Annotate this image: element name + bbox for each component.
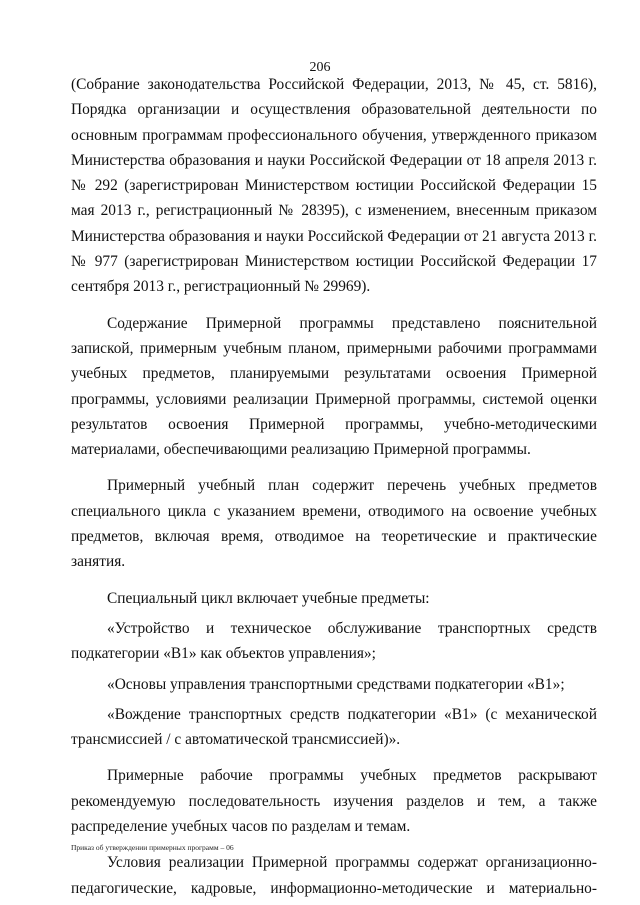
paragraph-program-content: Содержание Примерной программы представлено пояснительной запиской, примерным учебным планом, примерными рабочими программами учебных предметов, планируемыми результатами освоения Примерной программы, условиями реализации Примерной программы, системой оценки результатов освоения Примерной программы, учебно-методическими материалами, обеспечивающими реализацию Примерной программы. — [71, 314, 597, 459]
paragraph-subject-driving: «Вождение транспортных средств подкатегории «B1» (с механической трансмиссией / с автоматической трансмиссией)». — [71, 705, 597, 749]
document-body — [71, 72, 597, 901]
paragraph-work-programs: Примерные рабочие программы учебных предметов раскрывают рекомендуемую последовательность изучения разделов и тем, а также распределение учебных часов по разделам и темам. — [71, 767, 597, 836]
paragraph-subject-control-basics: «Основы управления транспортными средствами подкатегории «B1»; — [107, 675, 565, 693]
page-number: 206 — [309, 60, 331, 75]
paragraph-subject-vehicle-maintenance: «Устройство и техническое обслуживание транспортных средств подкатегории «B1» как объектов управления»; — [71, 619, 597, 663]
paragraph-implementation-conditions: Условия реализации Примерной программы содержат организационно-педагогические, кадровые, информационно-методические и материально- — [71, 854, 597, 897]
paragraph-curriculum: Примерный учебный план содержит перечень учебных предметов специального цикла с указанием времени, отводимого на освоение учебных предметов, включая время, отводимое на теоретические и практические занятия. — [71, 477, 597, 571]
paragraph-legal-references: (Собрание законодательства Российской Федерации, 2013, № 45, ст. 5816), Порядка организации и осуществления образовательной деятельности по основным программам профессионального обучения, утвержденного приказом Министерства образования и науки Российской Федерации от 18 апреля 2013 г. № 292 (зарегистрирован Министерством юстиции Российской Федерации 15 мая 2013 г., регистрационный № 28395), с изменением, внесенным приказом Министерства образования и науки Российской Федерации от 21 августа 2013 г. № 977 (зарегистрирован Министерством юстиции Российской Федерации 17 сентября 2013 г., регистрационный № 29969). — [71, 76, 597, 296]
paragraph-special-cycle: Специальный цикл включает учебные предметы: — [107, 589, 430, 607]
footer-note: Приказ об утверждении примерных программ – 06 — [71, 843, 234, 852]
